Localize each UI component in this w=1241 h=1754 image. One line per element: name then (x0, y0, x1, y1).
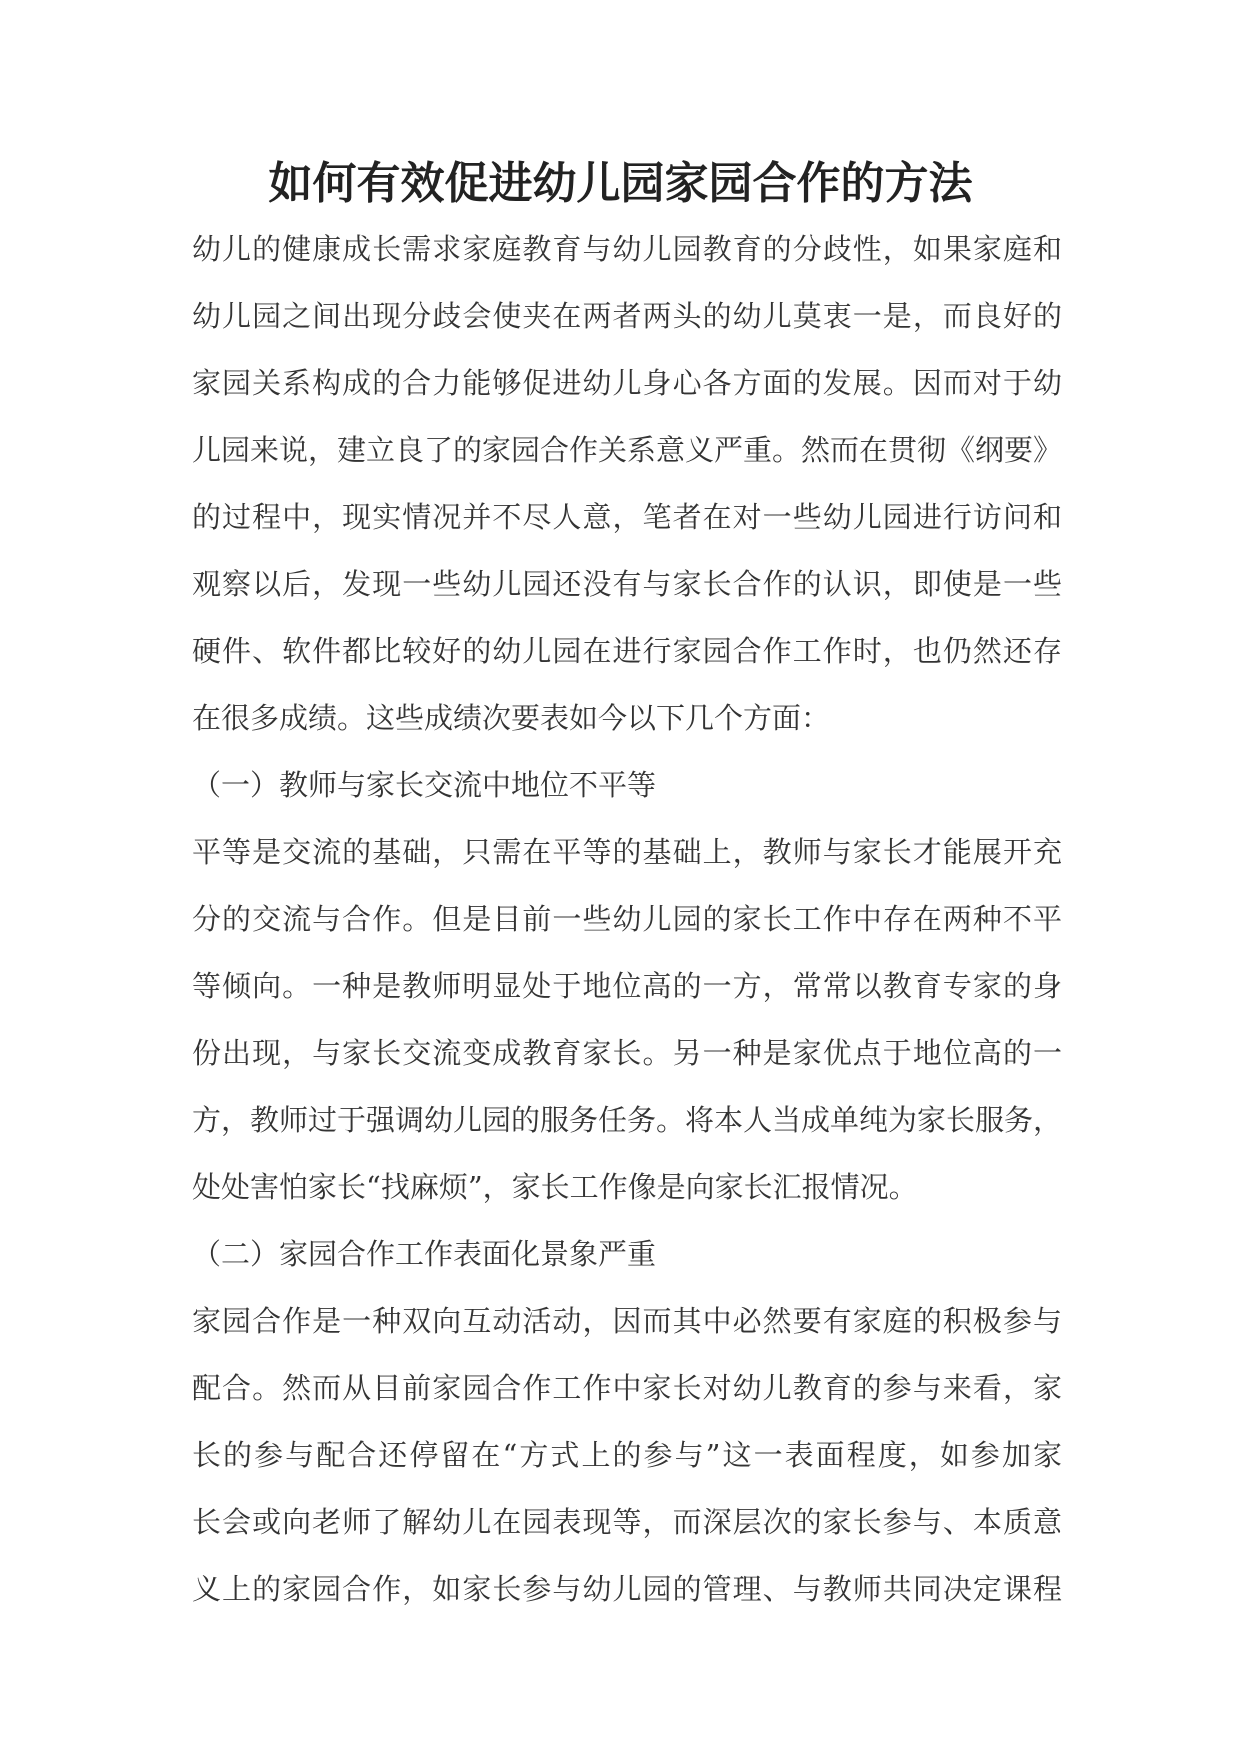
body-line: 幼儿园之间出现分歧会使夹在两者两头的幼儿莫衷一是，而良好的 (192, 299, 1062, 333)
body-line: 分的交流与合作。但是目前一些幼儿园的家长工作中存在两种不平 (192, 902, 1062, 936)
body-line: 等倾向。一种是教师明显处于地位高的一方，常常以教育专家的身 (192, 969, 1062, 1003)
body-line: 长会或向老师了解幼儿在园表现等，而深层次的家长参与、本质意 (192, 1505, 1062, 1539)
body-line: 儿园来说，建立良了的家园合作关系意义严重。然而在贯彻《纲要》 (192, 433, 1063, 467)
body-line: 份出现，与家长交流变成教育家长。另一种是家优点于地位高的一 (192, 1036, 1062, 1070)
document-body (192, 216, 1062, 1623)
body-line: 处处害怕家长“找麻烦”，家长工作像是向家长汇报情况。 (192, 1170, 918, 1204)
body-line: 硬件、软件都比较好的幼儿园在进行家园合作工作时，也仍然还存 (192, 634, 1062, 668)
section-heading-2: （二）家园合作工作表面化景象严重 (192, 1237, 657, 1271)
body-line: 配合。然而从目前家园合作工作中家长对幼儿教育的参与来看，家 (192, 1371, 1062, 1405)
body-line: 家园合作是一种双向互动活动，因而其中必然要有家庭的积极参与 (192, 1304, 1062, 1338)
section-heading-1: （一）教师与家长交流中地位不平等 (192, 768, 657, 802)
body-line: 长的参与配合还停留在“方式上的参与”这一表面程度，如参加家 (192, 1438, 1062, 1472)
body-line: 义上的家园合作，如家长参与幼儿园的管理、与教师共同决定课程 (192, 1572, 1062, 1606)
body-line: 平等是交流的基础，只需在平等的基础上，教师与家长才能展开充 (192, 835, 1062, 869)
body-line: 观察以后，发现一些幼儿园还没有与家长合作的认识，即使是一些 (192, 567, 1062, 601)
body-line: 在很多成绩。这些成绩次要表如今以下几个方面： (192, 701, 831, 735)
body-line: 方，教师过于强调幼儿园的服务任务。将本人当成单纯为家长服务， (192, 1103, 1063, 1137)
body-line: 幼儿的健康成长需求家庭教育与幼儿园教育的分歧性，如果家庭和 (192, 232, 1062, 266)
document-title: 如何有效促进幼儿园家园合作的方法 (268, 158, 973, 209)
body-line: 家园关系构成的合力能够促进幼儿身心各方面的发展。因而对于幼 (192, 366, 1062, 400)
body-line: 的过程中，现实情况并不尽人意，笔者在对一些幼儿园进行访问和 (192, 500, 1062, 534)
